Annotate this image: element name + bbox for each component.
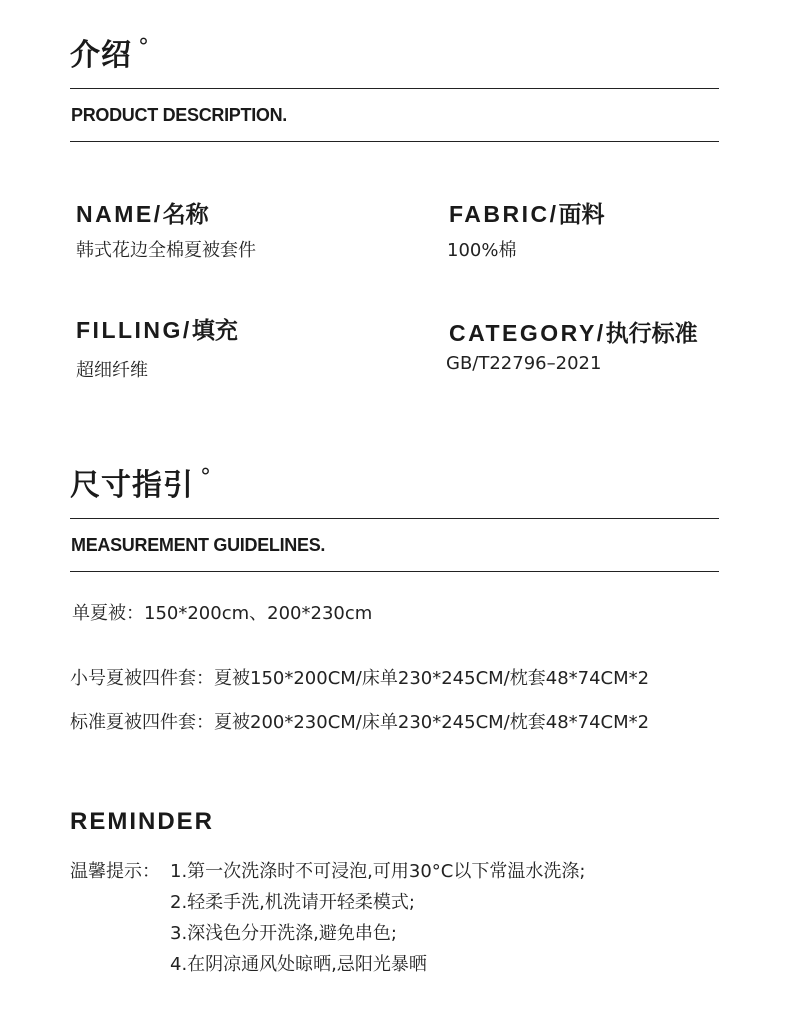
- measure-subtitle: MEASUREMENT GUIDELINES.: [71, 535, 326, 555]
- measure-bottom-divider: [70, 571, 719, 572]
- reminder-prefix: 温馨提示：: [70, 861, 160, 882]
- reminder-title: REMINDER: [70, 808, 215, 835]
- measure-top-divider: [70, 518, 719, 519]
- filling-label-en: FILLING/: [76, 317, 192, 343]
- fabric-value: 100%棉: [447, 240, 517, 261]
- intro-title-text: 介绍: [70, 38, 132, 73]
- intro-degree-mark: °: [138, 35, 150, 60]
- name-label: [76, 196, 209, 229]
- category-label-en: CATEGORY/: [449, 320, 606, 346]
- size-line-small-set: 小号夏被四件套：夏被150*200CM/床单230*245CM/枕套48*74CM*2: [70, 668, 650, 689]
- fabric-label: [449, 196, 605, 229]
- filling-value: 超细纤维: [76, 360, 148, 381]
- name-value: 韩式花边全棉夏被套件: [76, 240, 256, 261]
- name-label-en: NAME/: [76, 201, 163, 227]
- intro-bottom-divider: [70, 141, 719, 142]
- size-line-single: 单夏被：150*200cm、200*230cm: [72, 603, 373, 624]
- reminder-item: 3.深浅色分开洗涤,避免串色;: [170, 923, 397, 944]
- filling-label: [76, 312, 238, 345]
- intro-top-divider: [70, 88, 719, 89]
- intro-subtitle: PRODUCT DESCRIPTION.: [71, 105, 288, 125]
- category-label-cn: 执行标准: [605, 320, 698, 346]
- fabric-label-cn: 面料: [558, 201, 605, 227]
- measure-title: [70, 460, 212, 504]
- category-value: GB/T22796–2021: [446, 353, 602, 374]
- category-label: [449, 315, 698, 348]
- fabric-label-en: FABRIC/: [449, 201, 559, 227]
- intro-title: [70, 30, 150, 74]
- name-label-cn: 名称: [162, 201, 209, 227]
- reminder-item: 2.轻柔手洗,机洗请开轻柔模式;: [170, 892, 415, 913]
- size-line-standard-set: 标准夏被四件套：夏被200*230CM/床单230*245CM/枕套48*74CM*2: [70, 712, 650, 733]
- measure-degree-mark: °: [200, 465, 212, 490]
- measure-title-text: 尺寸指引: [70, 468, 194, 503]
- filling-label-cn: 填充: [191, 317, 238, 343]
- reminder-item: 1.第一次洗涤时不可浸泡,可用30°C以下常温水洗涤;: [170, 861, 586, 882]
- reminder-item: 4.在阴凉通风处晾晒,忌阳光暴晒: [170, 954, 427, 975]
